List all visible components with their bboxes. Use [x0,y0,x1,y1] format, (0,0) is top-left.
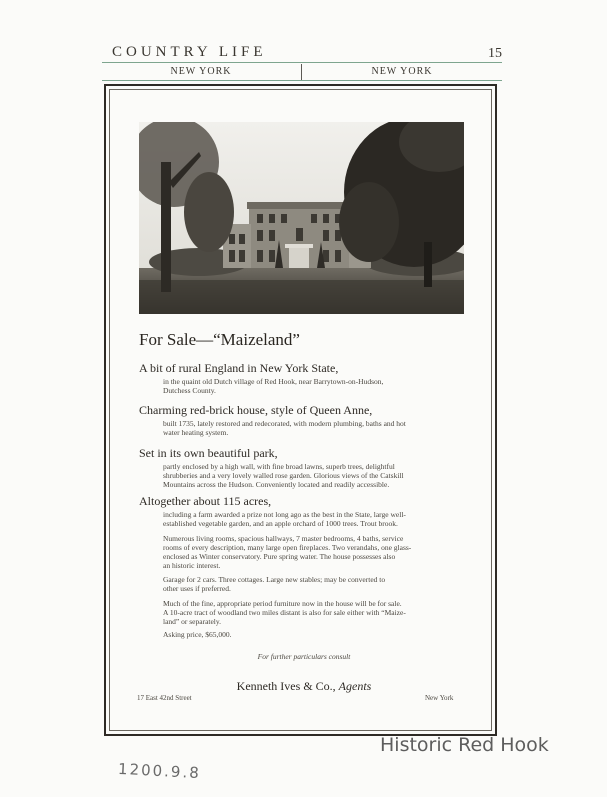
asking-price: Asking price, $65,000. [163,630,232,639]
house-photograph [139,122,464,314]
archive-watermark: Historic Red Hook [380,734,549,756]
body-line: Much of the fine, appropriate period furniture now in the house will be for sale. [163,599,402,608]
body-line: rooms of every description, many large open fireplaces. Two verandahs, one glass- [163,543,412,552]
body-line: Dutchess County. [163,386,216,395]
agent-ampersand: & [303,679,313,693]
section-heading-3: Set in its own beautiful park, [139,446,278,460]
body-line: including a farm awarded a prize not long ago as the best in the State, large well- [163,510,406,519]
body-line: land” or separately. [163,617,222,626]
section-body-2 [163,419,468,437]
agent-address: 17 East 42nd Street [137,694,192,702]
masthead [102,44,502,62]
agent-company: Co., [312,679,339,693]
body-line: an historic interest. [163,561,221,570]
header-rule-bottom [102,80,502,81]
body-line: Numerous living rooms, spacious hallways, 7 master bedrooms, 4 baths, service [163,534,404,543]
paragraph-furniture [163,599,468,626]
section-divider [301,64,302,80]
page-number: 15 [488,46,502,61]
body-line: water heating system. [163,428,229,437]
section-label-right: NEW YORK [371,66,433,77]
body-line: A 10-acre tract of woodland two miles distant is also for sale either with “Maize- [163,608,406,617]
body-line: partly enclosed by a high wall, with fine broad lawns, superb trees, delightful [163,462,395,471]
paragraph-garage [163,575,468,593]
ad-headline: For Sale—“Maizeland” [139,330,300,349]
publication-title: COUNTRY LIFE [112,44,267,60]
section-body-1 [163,377,468,395]
house-photo-drawing [139,122,464,314]
body-line: enclosed as Winter conservatory. Pure spring water. The house possesses also [163,552,396,561]
agent-line [139,679,469,694]
body-line: Garage for 2 cars. Three cottages. Large new stables; may be converted to [163,575,386,584]
body-line: built 1735, lately restored and redecorated, with modern plumbing, baths and hot [163,419,406,428]
section-heading-2: Charming red-brick house, style of Queen Anne, [139,403,373,417]
paragraph-rooms [163,534,468,570]
body-line: in the quaint old Dutch village of Red Hook, near Barrytown-on-Hudson, [163,377,384,386]
section-label-left: NEW YORK [170,66,232,77]
section-heading-4: Altogether about 115 acres, [139,494,272,508]
consult-line: For further particulars consult [257,652,351,661]
catalog-number: 1200.9.8 [117,759,202,783]
agent-name: Kenneth Ives [236,679,304,693]
header-rule-top [102,62,502,63]
agent-city: New York [425,694,454,702]
section-row [102,66,502,80]
body-line: other uses if preferred. [163,584,231,593]
body-line: shrubberies and a very lovely walled rose garden. Glorious views of the Catskill [163,471,404,480]
section-body-3 [163,462,468,489]
agent-role: Agents [338,679,372,693]
body-line: Mountains across the Hudson. Conveniently located and readily accessible. [163,480,390,489]
section-body-4 [163,510,468,528]
body-line: established vegetable garden, and an apple orchard of 1000 trees. Trout brook. [163,519,398,528]
section-heading-1: A bit of rural England in New York State, [139,361,339,375]
